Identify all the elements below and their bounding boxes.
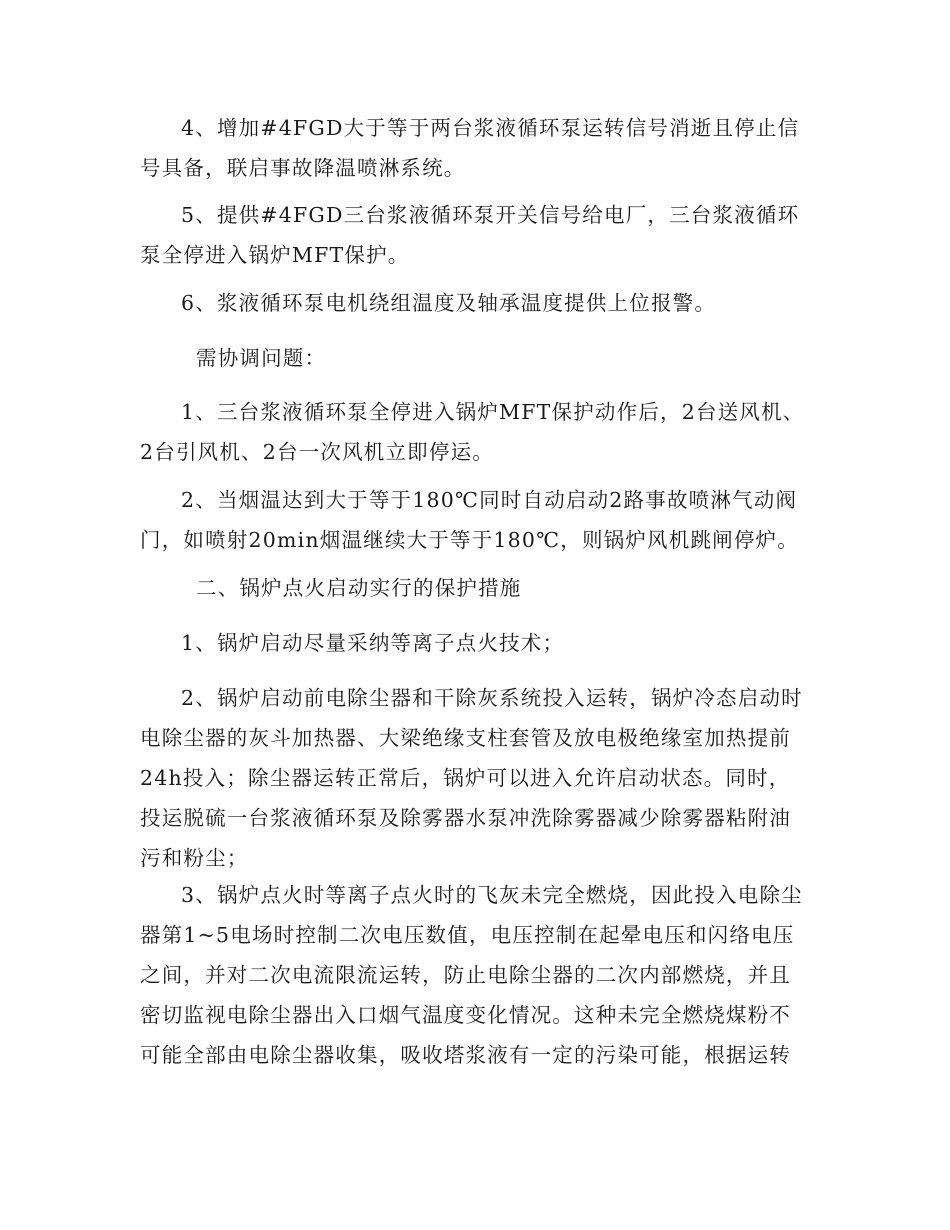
paragraph-item-4: 4、增加#4FGD大于等于两台浆液循环泵运转信号消逝且停止信号具备，联启事故降温喷淋系统。 xyxy=(140,116,800,180)
paragraph-issue-1: 1、三台浆液循环泵全停进入锅炉MFT保护动作后，2台送风机、2台引风机、2台一次风机立即停运。 xyxy=(140,400,805,464)
paragraph-measure-1: 1、锅炉启动尽量采纳等离子点火技术； xyxy=(181,631,565,655)
paragraph-item-6: 6、浆液循环泵电机绕组温度及轴承温度提供上位报警。 xyxy=(181,291,717,315)
paragraph-measure-2: 2、锅炉启动前电除尘器和干除灰系统投入运转，锅炉冷态启动时电除尘器的灰斗加热器、大梁绝缘支柱套管及放电极绝缘室加热提前24h投入；除尘器运转正常后，锅炉可以进入允许启动状态。同时，投运脱硫一台浆液循环泵及除雾器水泵冲洗除雾器减少除雾器粘附油污和粉尘； xyxy=(140,686,803,870)
paragraph-measure-3: 3、锅炉点火时等离子点火时的飞灰未完全燃烧，因此投入电除尘器第1~5电场时控制二次电压数值，电压控制在起晕电压和闪络电压之间，并对二次电流限流运转，防止电除尘器的二次内部燃烧，并且密切监视电除尘器出入口烟气温度变化情况。这种未完全燃烧煤粉不可能全部由电除尘器收集，吸收塔浆液有一定的污染可能，根据运转 xyxy=(140,883,803,1067)
paragraph-issue-2: 2、当烟温达到大于等于180℃同时自动启动2路事故喷淋气动阀门，如喷射20min烟温继续大于等于180℃，则锅炉风机跳闸停炉。 xyxy=(140,488,799,552)
paragraph-item-5: 5、提供#4FGD三台浆液循环泵开关信号给电厂，三台浆液循环泵全停进入锅炉MFT保护。 xyxy=(140,203,800,267)
section-heading: 二、锅炉点火启动实行的保护措施 xyxy=(196,576,522,600)
section-subheading: 需协调问题： xyxy=(196,346,327,370)
